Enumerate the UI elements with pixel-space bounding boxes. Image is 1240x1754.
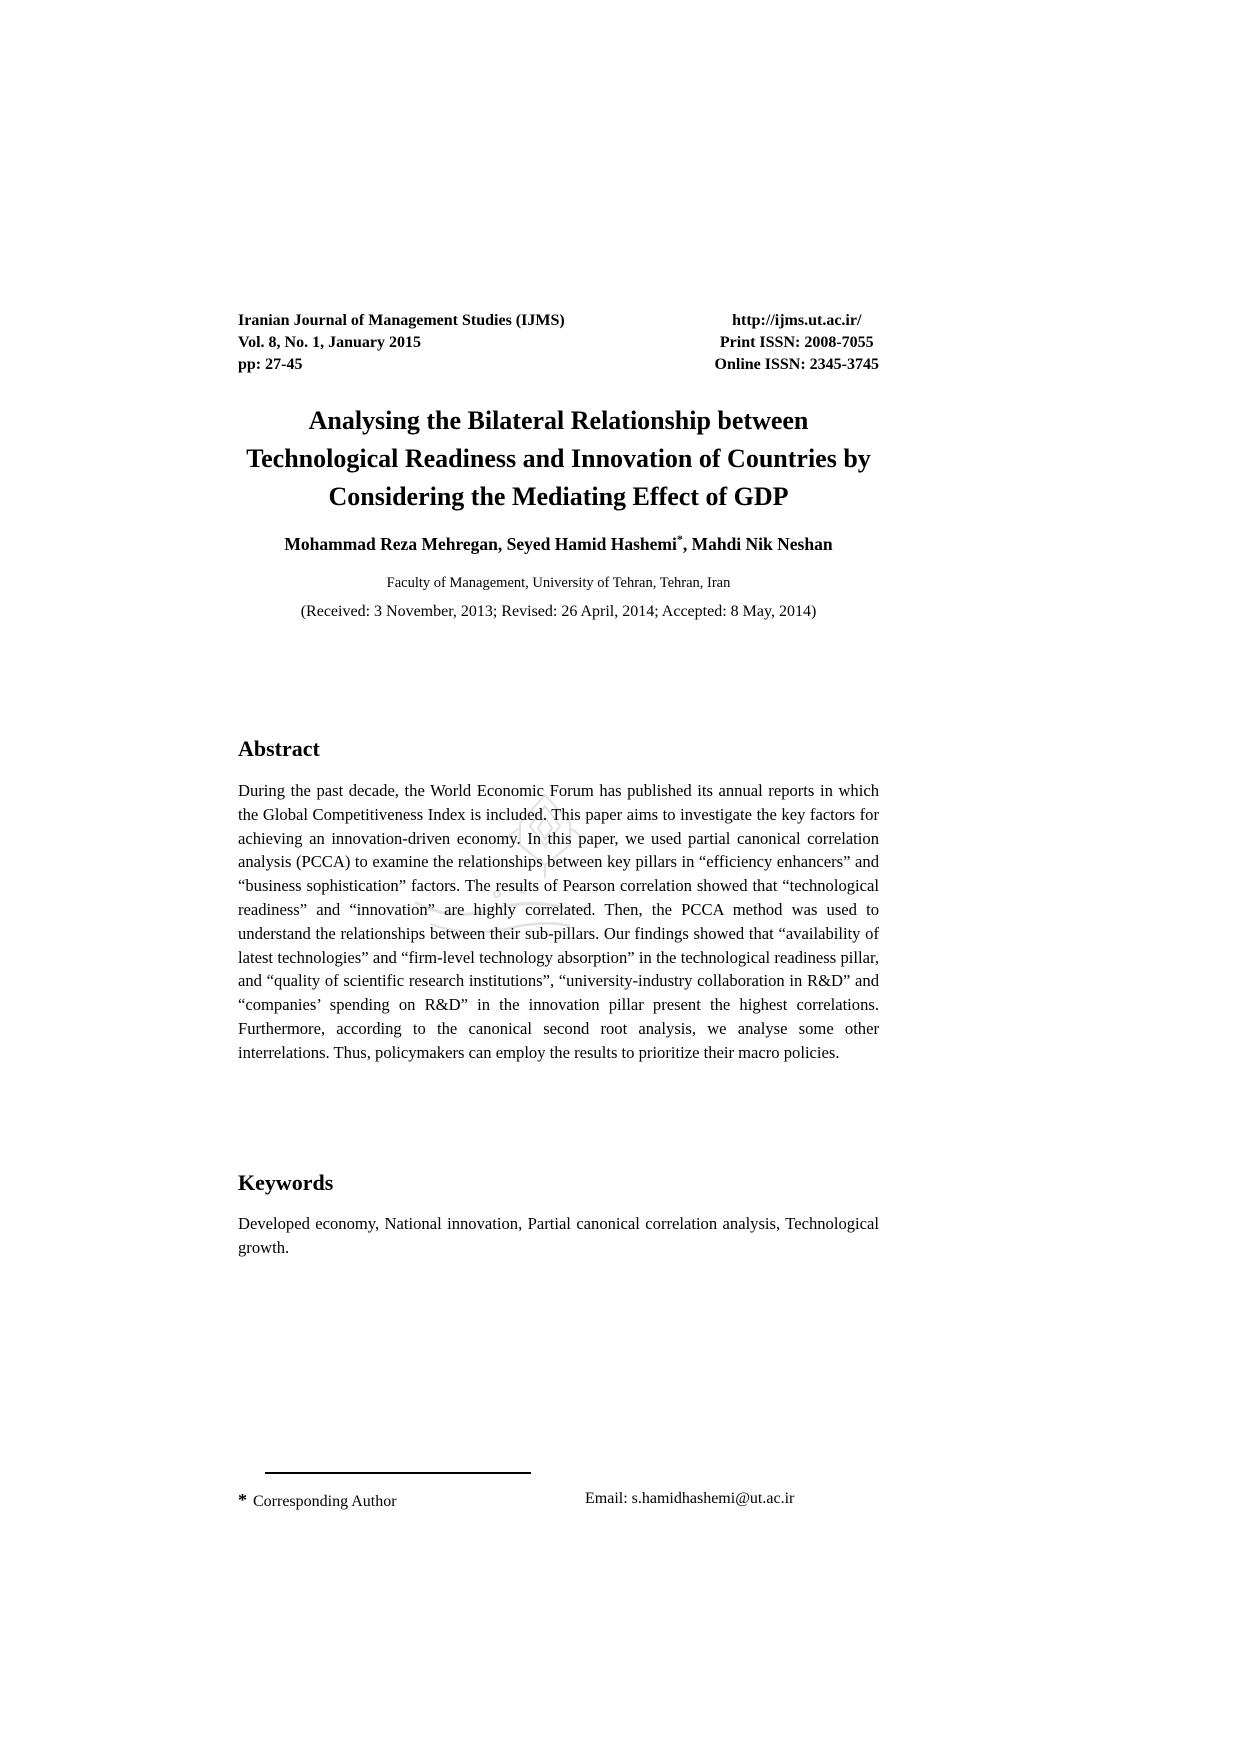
journal-header-left xyxy=(238,310,565,376)
journal-url: http://ijms.ut.ac.ir/ xyxy=(732,312,862,329)
paper-title xyxy=(238,402,879,516)
journal-volume-issue: Vol. 8, No. 1, January 2015 xyxy=(238,334,421,351)
paper-title-line-1: Analysing the Bilateral Relationship between xyxy=(308,406,809,435)
journal-header-right xyxy=(715,310,879,376)
keywords-heading: Keywords xyxy=(238,1170,334,1195)
abstract-body: During the past decade, the World Economic Forum has published its annual reports in which the Global Competitiveness Index is included. This paper aims to investigate the key factors for achieving an innovation-driven economy. In this paper, we used partial canonical correlation analysis (PCCA) to examine the relationships between key pillars in “efficiency enhancers” and “business sophistication” factors. The results of Pearson correlation showed that “technological readiness” and “innovation” are highly correlated. Then, the PCCA method was used to understand the relationships between their sub-pillars. Our findings showed that “availability of latest technologies” and “firm-level technology absorption” in the technological readiness pillar, and “quality of scientific research institutions”, “university-industry collaboration in R&D” and “companies’ spending on R&D” in the innovation pillar present the highest correlations. Furthermore, according to the canonical second root analysis, we analyse some other interrelations. Thus, policymakers can employ the results to prioritize their macro policies. xyxy=(238,781,879,1062)
abstract-heading: Abstract xyxy=(238,736,320,761)
footnote-asterisk: * xyxy=(238,1490,247,1510)
footnote-label: Corresponding Author xyxy=(253,1493,397,1510)
corresponding-author-footnote xyxy=(238,1490,397,1511)
journal-header xyxy=(238,310,879,376)
corresponding-author-email: Email: s.hamidhashemi@ut.ac.ir xyxy=(585,1490,795,1507)
journal-online-issn: Online ISSN: 2345-3745 xyxy=(714,356,879,373)
corresponding-author-asterisk: * xyxy=(676,532,683,547)
authors-text: Mohammad Reza Mehregan, Seyed Hamid Hashemi xyxy=(284,534,677,554)
authors-text-continued: , Mahdi Nik Neshan xyxy=(682,534,833,554)
article-history-dates: (Received: 3 November, 2013; Revised: 26 April, 2014; Accepted: 8 May, 2014) xyxy=(300,603,817,620)
journal-pages: pp: 27-45 xyxy=(238,356,303,373)
affiliation: Faculty of Management, University of Tehran, Tehran, Iran xyxy=(386,575,731,591)
keywords-body: Developed economy, National innovation, Partial canonical correlation analysis, Technological growth. xyxy=(238,1214,879,1257)
journal-print-issn: Print ISSN: 2008-7055 xyxy=(719,334,874,351)
paper-title-line-2: Technological Readiness and Innovation of Countries by xyxy=(246,444,871,473)
author-list xyxy=(238,534,879,555)
journal-name: Iranian Journal of Management Studies (IJMS) xyxy=(238,312,565,329)
paper-title-line-3: Considering the Mediating Effect of GDP xyxy=(328,482,789,511)
footnote-divider xyxy=(265,1472,531,1474)
